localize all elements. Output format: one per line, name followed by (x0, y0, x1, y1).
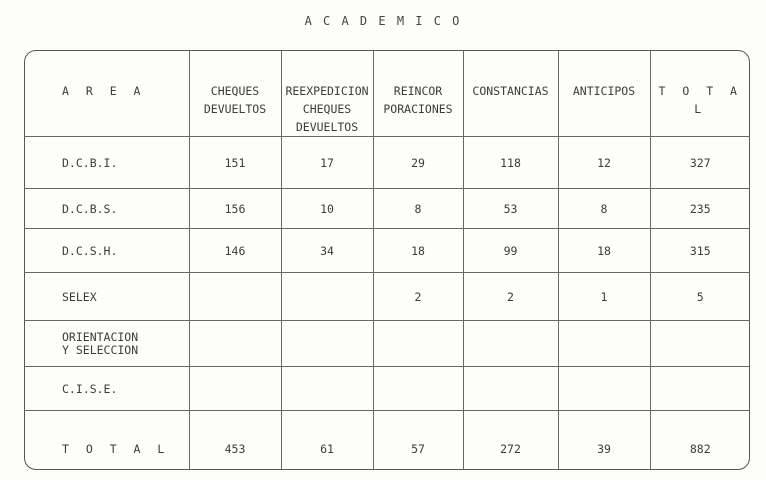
cell-constancias: 53 (463, 189, 558, 229)
cell-total (650, 321, 750, 367)
cell-cheques-devueltos: 151 (189, 137, 281, 189)
cell-cheques-devueltos: 146 (189, 229, 281, 273)
cell-anticipos: 12 (558, 137, 650, 189)
table-row (24, 137, 750, 189)
cell-cheques-devueltos (189, 321, 281, 367)
row-area: D.C.B.I. (24, 137, 189, 189)
cell-total: 5 (650, 273, 750, 321)
cell-cheques-devueltos (189, 273, 281, 321)
cell-anticipos: 8 (558, 189, 650, 229)
header-reincorporaciones: REINCOR PORACIONES (373, 50, 463, 137)
total-cheques-devueltos: 453 (189, 411, 281, 471)
cell-reexpedicion: 34 (281, 229, 373, 273)
cell-reexpedicion (281, 321, 373, 367)
header-anticipos: ANTICIPOS (558, 50, 650, 137)
table-row (24, 189, 750, 229)
cell-reincorporaciones: 18 (373, 229, 463, 273)
cell-reexpedicion (281, 367, 373, 411)
total-anticipos: 39 (558, 411, 650, 471)
totals-label: T O T A L (24, 411, 189, 471)
cell-constancias (463, 367, 558, 411)
header-area: A R E A (24, 50, 189, 137)
cell-reincorporaciones (373, 321, 463, 367)
cell-anticipos: 18 (558, 229, 650, 273)
summary-table (24, 50, 750, 470)
row-area: SELEX (24, 273, 189, 321)
cell-cheques-devueltos: 156 (189, 189, 281, 229)
row-area: ORIENTACION Y SELECCION (24, 321, 189, 367)
header-row (24, 50, 750, 137)
total-reincorporaciones: 57 (373, 411, 463, 471)
cell-reexpedicion: 10 (281, 189, 373, 229)
cell-reincorporaciones: 8 (373, 189, 463, 229)
cell-total: 235 (650, 189, 750, 229)
table-row (24, 367, 750, 411)
grand-total: 882 (689, 442, 711, 456)
cell-reexpedicion: 17 (281, 137, 373, 189)
total-reexpedicion: 61 (281, 411, 373, 471)
total-constancias: 272 (463, 411, 558, 471)
cell-anticipos (558, 367, 650, 411)
cell-constancias: 118 (463, 137, 558, 189)
cell-constancias (463, 321, 558, 367)
cell-total: 327 (650, 137, 750, 189)
header-constancias: CONSTANCIAS (463, 50, 558, 137)
row-area: D.C.S.H. (24, 229, 189, 273)
table-row (24, 229, 750, 273)
header-reexpedicion: REEXPEDICION CHEQUES DEVUELTOS (281, 50, 373, 137)
cell-reincorporaciones: 29 (373, 137, 463, 189)
header-total: T O T A L (650, 50, 750, 137)
cell-reincorporaciones: 2 (373, 273, 463, 321)
cell-anticipos (558, 321, 650, 367)
cell-reincorporaciones (373, 367, 463, 411)
cell-total: 315 (650, 229, 750, 273)
cell-constancias: 99 (463, 229, 558, 273)
cell-total (650, 367, 750, 411)
header-cheques-devueltos: CHEQUES DEVUELTOS (189, 50, 281, 137)
table-row (24, 321, 750, 367)
table-row (24, 273, 750, 321)
totals-row (24, 411, 750, 471)
cell-reexpedicion (281, 273, 373, 321)
row-area: D.C.B.S. (24, 189, 189, 229)
page-title: A C A D E M I C O (304, 14, 462, 28)
cell-constancias: 2 (463, 273, 558, 321)
cell-anticipos: 1 (558, 273, 650, 321)
row-area: C.I.S.E. (24, 367, 189, 411)
cell-cheques-devueltos (189, 367, 281, 411)
